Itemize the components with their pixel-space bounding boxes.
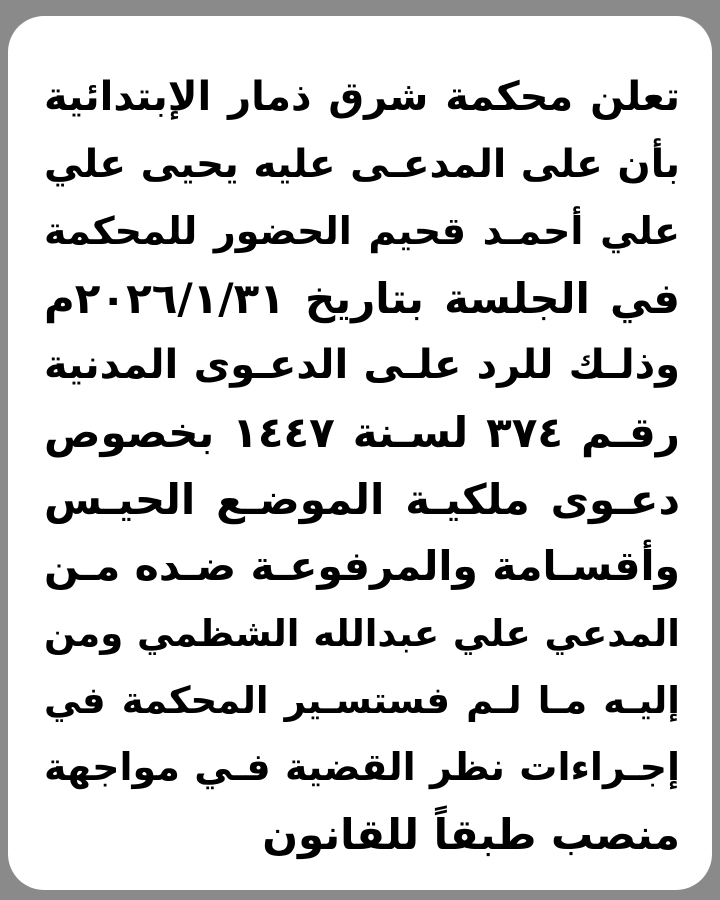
- notice-line: علي أحمـد قحيم الحضور للمحكمة: [44, 209, 680, 253]
- notice-line: إجـراءات نظر القضية فـي مواجهة: [44, 745, 680, 789]
- notice-card: [8, 16, 712, 890]
- notice-line: إليـه مـا لـم فستسـير المحكمة في: [44, 679, 680, 722]
- notice-line: وأقسـامة والمرفوعـة ضـده مـن: [44, 542, 680, 590]
- notice-line: تعلن محكمة شرق ذمار الإبتدائية: [44, 74, 680, 120]
- notice-line: وذلـك للرد علـى الدعـوى المدنية: [44, 342, 680, 388]
- notice-line: المدعي علي عبدالله الشظمي ومن: [44, 612, 680, 655]
- notice-line: دعـوى ملكيـة الموضـع الحيـس: [44, 475, 680, 524]
- notice-line: بأن على المدعـى عليه يحيى علي: [44, 142, 680, 187]
- notice-line: منصب طبقاً للقانون: [262, 810, 680, 859]
- notice-line: رقـم ٣٧٤ لسـنة ١٤٤٧ بخصوص: [44, 408, 680, 457]
- notice-line: في الجلسة بتاريخ ٢٠٢٦/١/٣١م: [44, 274, 680, 323]
- notice-body: [44, 64, 680, 868]
